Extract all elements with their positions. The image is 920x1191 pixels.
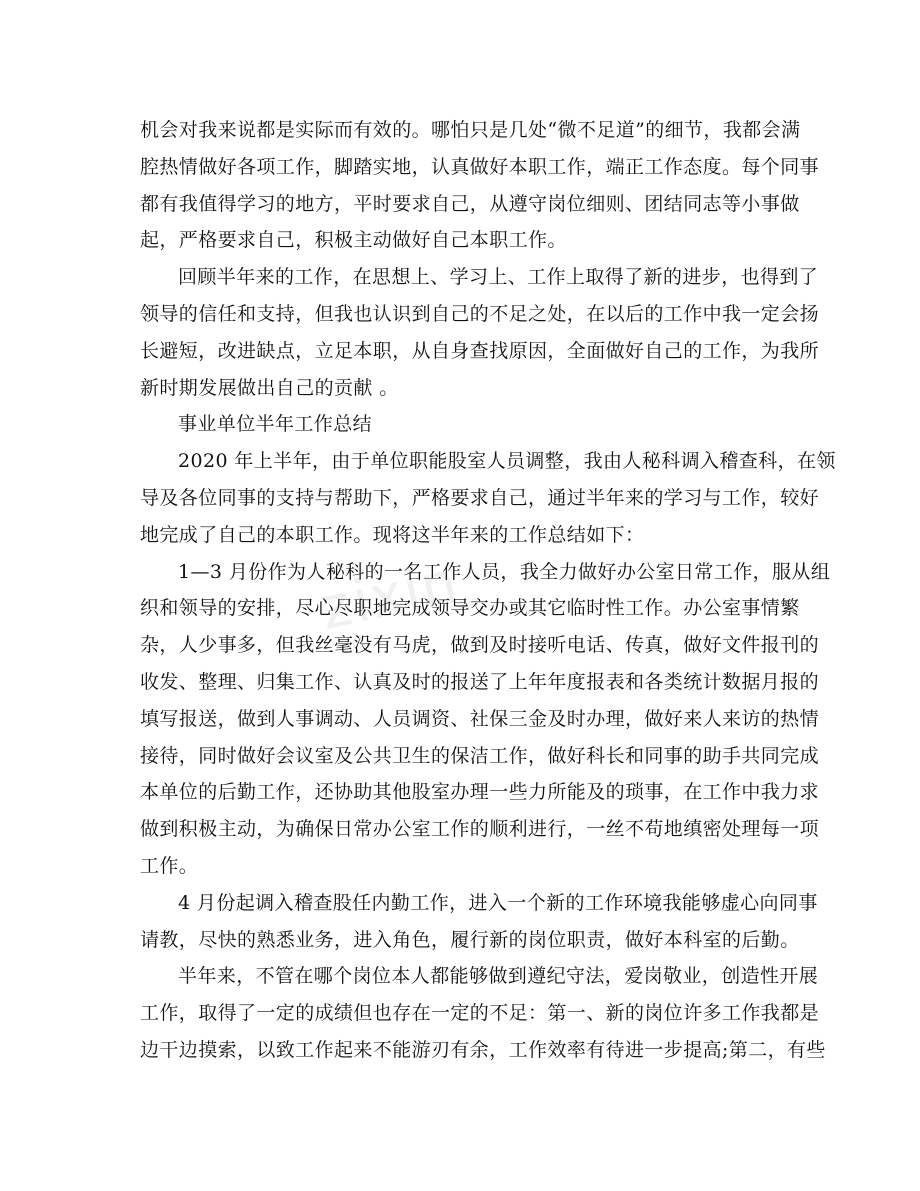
text-line: 请教，尽快的熟悉业务，进入角色，履行新的岗位职责，做好本科室的后勤。 <box>140 928 800 951</box>
watermark: zixin <box>314 547 466 642</box>
text-line: 腔热情做好各项工作，脚踏实地，认真做好本职工作，端正工作态度。每个同事 <box>140 155 820 178</box>
text-line: 地完成了自己的本职工作。现将这半年来的工作总结如下： <box>140 523 645 546</box>
text-line: 回顾半年来的工作，在思想上、学习上、工作上取得了新的进步，也得到了 <box>178 266 819 289</box>
paragraph-2 <box>140 259 820 406</box>
text-line: 工作，取得了一定的成绩但也存在一定的不足：第一、新的岗位许多工作我都是 <box>140 1002 820 1025</box>
text-line: 机会对我来说都是实际而有效的。哪怕只是几处“微不足道”的细节，我都会满 <box>140 119 801 141</box>
text-line: 半年来，不管在哪个岗位本人都能够做到遵纪守法，爱岗敬业，创造性开展 <box>178 965 819 988</box>
text-line: 杂，人少事多，但我丝毫没有马虎，做到及时接听电话、传真，做好文件报刊的 <box>140 634 820 657</box>
paragraph-3 <box>140 443 836 553</box>
paragraph-1 <box>140 112 820 259</box>
text-line: 本单位的后勤工作，还协助其他股室办理一些力所能及的琐事，在工作中我力求 <box>140 781 820 804</box>
text-line: 都有我值得学习的地方，平时要求自己，从遵守岗位细则、团结同志等小事做 <box>140 192 800 215</box>
text-line: 收发、整理、归集工作、认真及时的报送了上年年度报表和各类统计数据月报的 <box>140 670 820 693</box>
text-line: 领导的信任和支持，但我也认识到自己的不足之处，在以后的工作中我一定会扬 <box>140 302 820 325</box>
text-line: 填写报送，做到人事调动、人员调资、社保三金及时办理，做好来人来访的热情 <box>140 707 820 730</box>
text-line: 4 月份起调入稽查股任内勤工作，进入一个新的工作环境我能够虚心向同事 <box>178 891 818 914</box>
text-line: 导及各位同事的支持与帮助下，严格要求自己，通过半年来的学习与工作，较好 <box>140 486 820 509</box>
text-line: 工作。 <box>140 854 199 877</box>
paragraph-6 <box>140 958 826 1068</box>
paragraph-4 <box>140 554 831 885</box>
text-line: 起，严格要求自己，积极主动做好自己本职工作。 <box>140 229 567 252</box>
text-line: 2020 年上半年，由于单位职能股室人员调整，我由人秘科调入稽查科，在领 <box>178 450 836 473</box>
text-line: 织和领导的安排，尽心尽职地完成领导交办或其它临时性工作。办公室事情繁 <box>140 597 800 620</box>
heading-line: 事业单位半年工作总结 <box>178 413 373 436</box>
text-line: 接待，同时做好会议室及公共卫生的保洁工作，做好科长和同事的助手共同完成 <box>140 744 820 767</box>
text-line: 做到积极主动，为确保日常办公室工作的顺利进行，一丝不苟地缜密处理每一项 <box>140 818 820 841</box>
document-body <box>140 112 836 1069</box>
paragraph-5 <box>140 885 818 959</box>
text-line: 长避短，改进缺点，立足本职，从自身查找原因，全面做好自己的工作，为我所 <box>140 339 820 362</box>
text-line: 边干边摸索，以致工作起来不能游刃有余，工作效率有待进一步提高;第二，有些 <box>140 1038 826 1061</box>
text-line: 1—3 月份作为人秘科的一名工作人员，我全力做好办公室日常工作，服从组 <box>178 560 831 583</box>
text-line: 新时期发展做出自己的贡献 。 <box>140 376 399 399</box>
section-title <box>140 406 772 443</box>
